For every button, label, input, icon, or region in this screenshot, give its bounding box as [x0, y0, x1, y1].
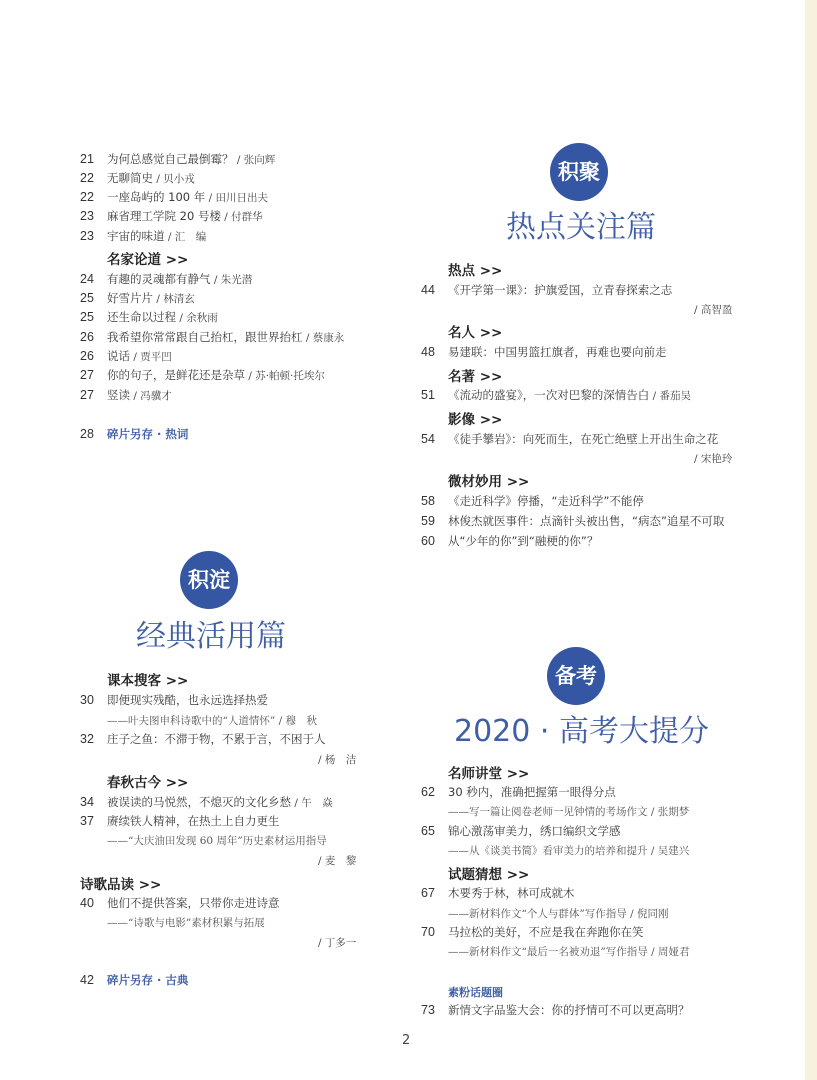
section-heading-shige: 诗歌品读 >> — [80, 877, 162, 893]
toc-entry[interactable]: 25 还生命以过程 / 余秋雨 — [80, 310, 218, 324]
toc-entry[interactable]: 67 木要秀于林，林可成就木 — [421, 886, 575, 900]
toc-entry[interactable]: 65 锦心激荡审美力，绣口编织文学感 — [421, 824, 621, 838]
toc-entry[interactable]: 27 竖读 / 冯骥才 — [80, 388, 172, 402]
section-heading-mingzhu: 名著 >> — [448, 369, 503, 385]
toc-entry[interactable]: 62 30 秒内，准确把握第一眼得分点 — [421, 785, 616, 799]
toc-entry[interactable]: 37 赓续铁人精神，在热土上自力更生 — [80, 814, 280, 828]
section-title-jingdian: 经典活用篇 — [136, 619, 286, 654]
author-sig: / 宋艳玲 — [694, 453, 733, 465]
entry-subtitle: ——新材料作文“个人与群体”写作指导 / 倪同刚 — [448, 908, 669, 920]
author-sig: / 高智盈 — [694, 304, 733, 316]
section-heading-keben: 课本搜客 >> — [107, 673, 189, 689]
section-heading-chunqiu: 春秋古今 >> — [107, 775, 189, 791]
toc-entry[interactable]: 30 即便现实残酷，也永远选择热爱 — [80, 693, 268, 707]
page-edge-strip — [805, 0, 817, 1080]
toc-entry[interactable]: 60 从“少年的你”到“融梗的你”？ — [421, 534, 599, 548]
toc-entry[interactable]: 73 新情文字品鉴大会：你的抒情可不可以更高明？ — [421, 1003, 690, 1017]
toc-entry[interactable]: 25 好雪片片 / 林清玄 — [80, 291, 195, 305]
toc-entry[interactable]: 23 宇宙的味道 / 汇 编 — [80, 229, 207, 243]
author-sig: / 麦 黎 — [318, 855, 357, 867]
section-heading-mingjia: 名家论道 >> — [107, 252, 189, 268]
toc-entry[interactable]: 23 麻省理工学院 20 号楼 / 付群华 — [80, 209, 263, 223]
entry-subtitle: ——叶夫图申科诗歌中的“人道情怀” / 穆 秋 — [107, 715, 317, 727]
section-heading-sufen: 素粉话题圈 — [448, 986, 503, 999]
section-heading-mingshi: 名师讲堂 >> — [448, 766, 530, 782]
section-title-redian: 热点关注篇 — [506, 210, 656, 245]
toc-entry[interactable]: 22 无聊简史 / 贝小戎 — [80, 171, 195, 185]
toc-entry[interactable]: 26 我希望你常常跟自己抬杠，跟世界抬杠 / 蔡康永 — [80, 330, 345, 344]
toc-entry[interactable]: 59 林俊杰就医事件：点滴针头被出售，“病态”追星不可取 — [421, 514, 725, 528]
toc-entry-suipian-gudian[interactable]: 42 碎片另存 · 古典 — [80, 973, 189, 987]
section-heading-weicai: 微材妙用 >> — [448, 474, 530, 490]
badge-jiju: 积聚 — [550, 143, 608, 201]
author-sig: / 杨 洁 — [318, 754, 357, 766]
toc-entry[interactable]: 40 他们不提供答案，只带你走进诗意 — [80, 896, 280, 910]
entry-subtitle: ——从《谈美书简》看审美力的培养和提升 / 吴建兴 — [448, 845, 690, 857]
toc-entry[interactable]: 44 《开学第一课》：护旗爱国，立青春探索之志 — [421, 283, 673, 297]
toc-entry[interactable]: 26 说话 / 贾平凹 — [80, 349, 172, 363]
entry-subtitle: ——新材料作文“最后一名被劝退”写作指导 / 周娅君 — [448, 946, 690, 958]
toc-entry-suipian-reci[interactable]: 28 碎片另存 · 热词 — [80, 427, 189, 441]
toc-entry[interactable]: 54 《徒手攀岩》：向死而生，在死亡绝壁上开出生命之花 — [421, 432, 719, 446]
badge-beikao: 备考 — [547, 647, 605, 705]
toc-entry[interactable]: 32 庄子之鱼：不滞于物，不累于言，不困于人 — [80, 732, 326, 746]
toc-entry[interactable]: 58 《走近科学》停播，“走近科学”不能停 — [421, 494, 644, 508]
section-heading-yingxiang: 影像 >> — [448, 412, 503, 428]
toc-entry[interactable]: 22 一座岛屿的 100 年 / 田川日出夫 — [80, 190, 268, 204]
toc-entry[interactable]: 48 易建联：中国男篮扛旗者，再难也要向前走 — [421, 345, 667, 359]
toc-entry[interactable]: 70 马拉松的美好，不应是我在奔跑你在笑 — [421, 925, 644, 939]
section-title-gaokao: 2020 · 高考大提分 — [454, 714, 709, 749]
badge-jidian: 积淀 — [180, 551, 238, 609]
toc-entry[interactable]: 34 被误读的马悦然，不熄灭的文化乡愁 / 午 焱 — [80, 795, 333, 809]
section-heading-mingren: 名人 >> — [448, 325, 503, 341]
section-heading-redian: 热点 >> — [448, 263, 503, 279]
entry-subtitle: ——“大庆油田发现 60 周年”历史素材运用指导 — [107, 835, 327, 847]
author-sig: / 丁多一 — [318, 937, 357, 949]
entry-subtitle: ——写一篇让阅卷老师一见钟情的考场作文 / 张期梦 — [448, 806, 690, 818]
toc-entry[interactable]: 51 《流动的盛宴》，一次对巴黎的深情告白 / 番茄吴 — [421, 388, 691, 402]
toc-entry[interactable]: 27 你的句子，是鲜花还是杂草 / 苏·帕顿·托埃尔 — [80, 368, 325, 382]
entry-subtitle: ——“诗歌与电影”素材积累与拓展 — [107, 917, 265, 929]
page-number: 2 — [402, 1033, 411, 1048]
section-heading-shiti: 试题猜想 >> — [448, 867, 530, 883]
toc-entry[interactable]: 24 有趣的灵魂都有静气 / 朱光潜 — [80, 272, 253, 286]
toc-entry[interactable]: 21 为何总感觉自己最倒霉？ / 张向辉 — [80, 152, 276, 166]
